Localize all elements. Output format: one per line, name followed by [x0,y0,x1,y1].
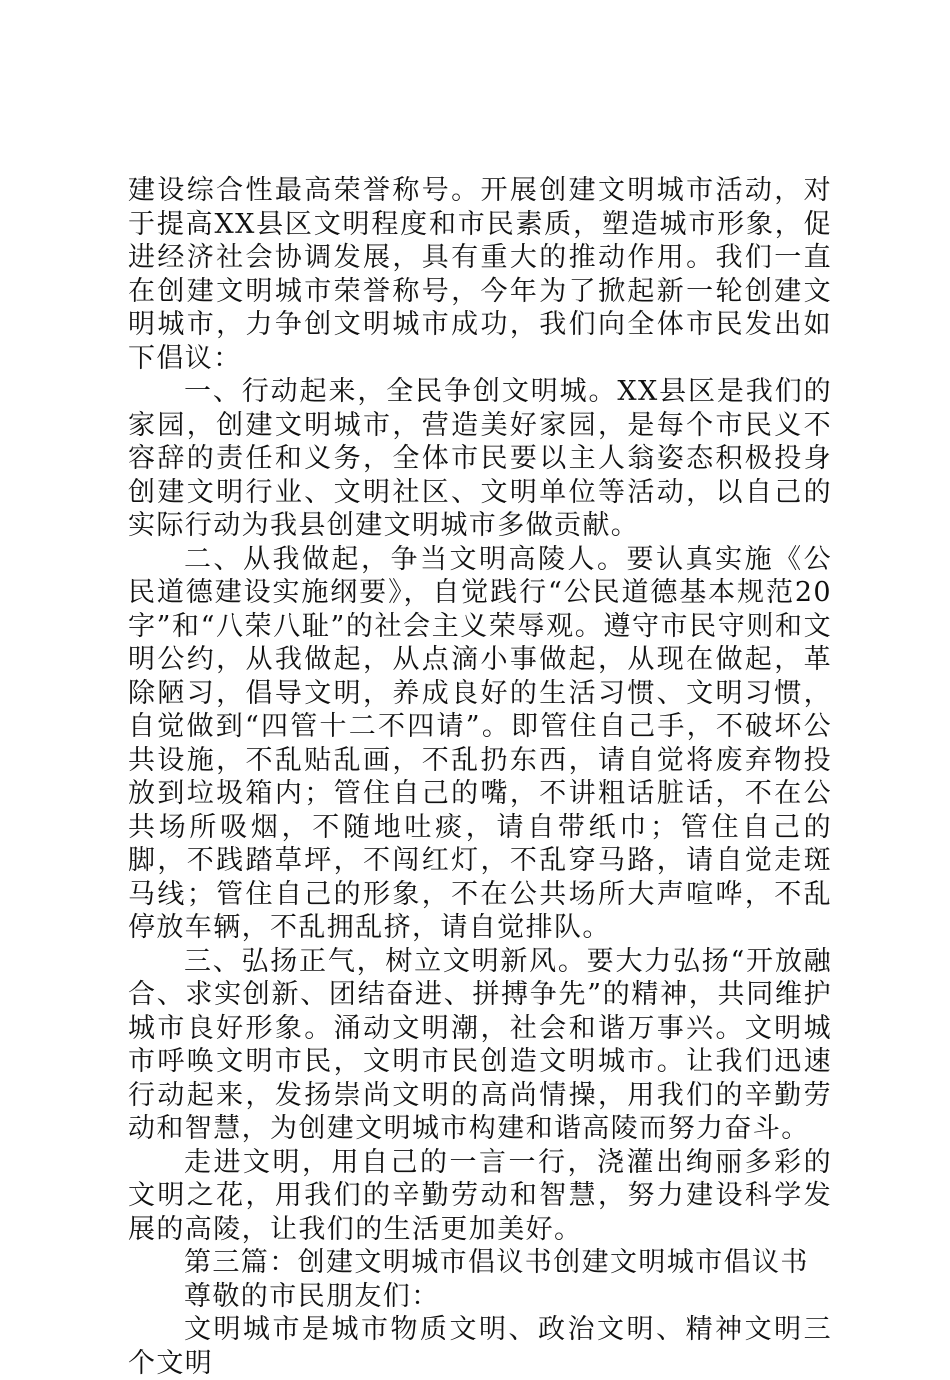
paragraph-intro-continued: 建设综合性最高荣誉称号。开展创建文明城市活动，对于提高XX县区文明程度和市民素质，塑造城市形象，促进经济社会协调发展，具有重大的推动作用。我们一直在创建文明城市荣誉称号，今年为了掀起新一轮创建文明城市，力争创文明城市成功，我们向全体市民发出如下倡议： [128,175,832,374]
paragraph-part-three-start: 文明城市是城市物质文明、政治文明、精神文明三个文明 [128,1314,832,1379]
section-heading-part-three: 第三篇：创建文明城市倡议书创建文明城市倡议书 [184,1247,809,1278]
document-body [128,174,832,1380]
paragraph-closing: 走进文明，用自己的一言一行，浇灌出绚丽多彩的文明之花，用我们的辛勤劳动和智慧，努力建设科学发展的高陵，让我们的生活更加美好。 [128,1146,832,1245]
paragraph-proposal-two: 二、从我做起，争当文明高陵人。要认真实施《公民道德建设实施纲要》，自觉践行“公民道德基本规范20字”和“八荣八耻”的社会主义荣辱观。遵守市民守则和文明公约，从我做起，从点滴小事做起，从现在做起，革除陋习，倡导文明，养成良好的生活习惯、文明习惯，自觉做到“四管十二不四请”。即管住自己手，不破坏公共设施，不乱贴乱画，不乱扔东西，请自觉将废弃物投放到垃圾箱内；管住自己的嘴，不讲粗话脏话，不在公共场所吸烟，不随地吐痰，请自带纸巾；管住自己的脚，不践踏草坪，不闯红灯，不乱穿马路，请自觉走斑马线；管住自己的形象，不在公共场所大声喧哗，不乱停放车辆，不乱拥乱挤，请自觉排队。 [128,543,832,943]
salutation: 尊敬的市民朋友们： [184,1280,440,1312]
paragraph-proposal-three: 三、弘扬正气，树立文明新风。要大力弘扬“开放融合、求实创新、团结奋进、拼搏争先”的精神，共同维护城市良好形象。涌动文明潮，社会和谐万事兴。文明城市呼唤文明市民，文明市民创造文明城市。让我们迅速行动起来，发扬崇尚文明的高尚情操，用我们的辛勤劳动和智慧，为创建文明城市构建和谐高陵而努力奋斗。 [128,945,832,1144]
paragraph-proposal-one: 一、行动起来，全民争创文明城。XX县区是我们的家园，创建文明城市，营造美好家园，是每个市民义不容辞的责任和义务，全体市民要以主人翁姿态积极投身创建文明行业、文明社区、文明单位等活动，以自己的实际行动为我县创建文明城市多做贡献。 [128,376,832,541]
